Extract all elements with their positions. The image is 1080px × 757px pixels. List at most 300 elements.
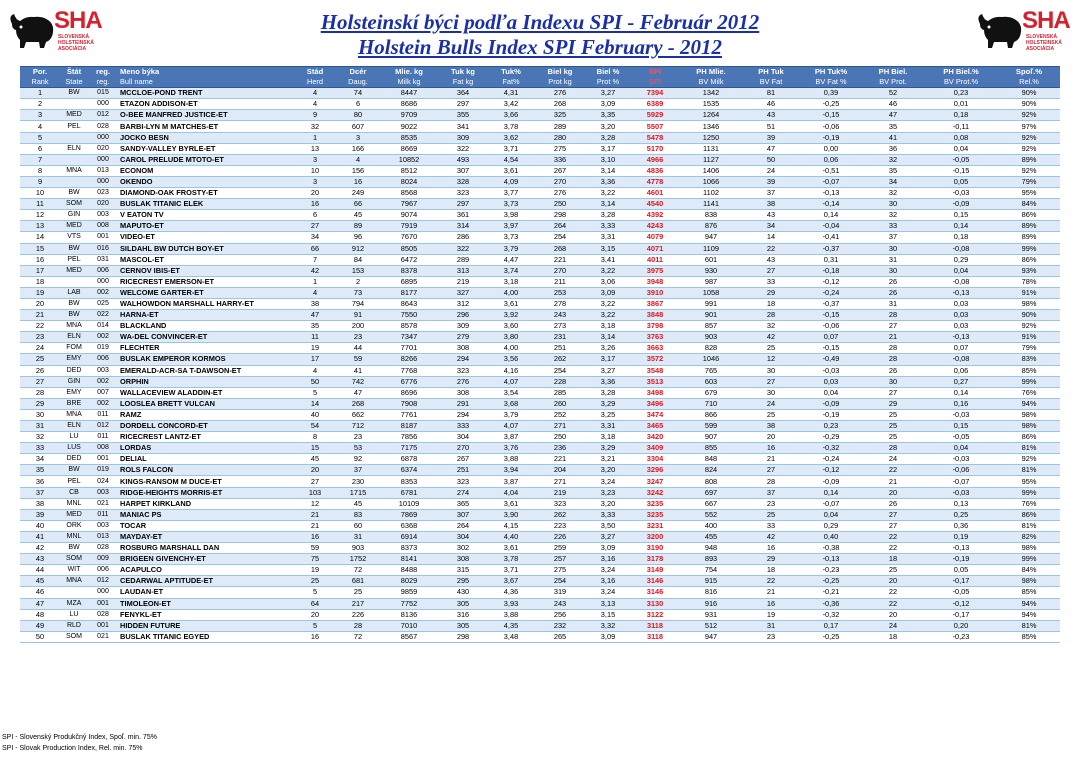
cell-rank: 44 [20, 565, 60, 576]
cell-fat-pct: 3,60 [488, 321, 534, 332]
cell-fat-pct: 3,18 [488, 276, 534, 287]
header-bv-milk: PH Mlie. [680, 67, 742, 78]
page-titles [0, 7, 1080, 60]
cell-herd: 45 [294, 454, 336, 465]
cell-bv-fat-pct: -0,25 [800, 631, 862, 642]
cell-milk-kg: 7670 [380, 232, 438, 243]
cell-state: PEL [60, 476, 88, 487]
cell-fat-pct: 3,88 [488, 609, 534, 620]
cell-state: DED [60, 365, 88, 376]
cell-milk-kg: 8024 [380, 176, 438, 187]
cell-bv-prot-pct: -0,12 [924, 598, 998, 609]
table-row [20, 576, 1060, 587]
cell-bv-fat: 12 [742, 354, 800, 365]
cell-herd: 103 [294, 487, 336, 498]
cell-rel-pct: 99% [998, 487, 1060, 498]
cell-fat-pct: 3,77 [488, 188, 534, 199]
cell-daughters: 80 [336, 110, 380, 121]
cell-fat-kg: 314 [438, 221, 488, 232]
cell-milk-kg: 8141 [380, 554, 438, 565]
cell-reg: 012 [88, 421, 118, 432]
cell-fat-pct: 4,54 [488, 154, 534, 165]
cell-bv-fat-pct: -0,12 [800, 276, 862, 287]
cell-bv-fat-pct: -0,15 [800, 310, 862, 321]
cell-herd: 59 [294, 543, 336, 554]
cell-rel-pct: 92% [998, 454, 1060, 465]
cell-fat-pct: 3,61 [488, 498, 534, 509]
cell-rank: 23 [20, 332, 60, 343]
cell-state: GIN [60, 376, 88, 387]
header-rel-pct: Spoľ.% [998, 67, 1060, 78]
cell-daughters: 912 [336, 243, 380, 254]
cell-fat-kg: 307 [438, 165, 488, 176]
cell-bv-prot: 18 [862, 554, 924, 565]
cell-prot-pct: 3,20 [586, 121, 630, 132]
cell-state: BW [60, 243, 88, 254]
table-row [20, 409, 1060, 420]
cell-prot-pct: 3,50 [586, 520, 630, 531]
cell-state: CB [60, 487, 88, 498]
cell-reg: 007 [88, 387, 118, 398]
cell-bv-prot-pct: 0,14 [924, 387, 998, 398]
cell-bv-prot: 52 [862, 88, 924, 99]
footnote-slovak: SPI - Slovenský Produkčný Index, Spoľ. min. 75% [2, 734, 157, 741]
cell-herd: 32 [294, 121, 336, 132]
cell-rank: 15 [20, 243, 60, 254]
cell-prot-kg: 325 [534, 110, 586, 121]
header-prot-pct: Biel % [586, 67, 630, 78]
cell-prot-kg: 323 [534, 498, 586, 509]
cell-herd: 54 [294, 421, 336, 432]
cell-spi: 4966 [630, 154, 680, 165]
cell-bv-milk: 948 [680, 543, 742, 554]
cell-herd: 20 [294, 609, 336, 620]
cell-prot-pct: 3,31 [586, 232, 630, 243]
cell-prot-pct: 3,28 [586, 387, 630, 398]
header-bv-fat-pct: BV Fat % [800, 77, 862, 88]
cell-rank: 12 [20, 210, 60, 221]
cell-bv-fat: 16 [742, 443, 800, 454]
cell-bv-prot-pct: -0,03 [924, 188, 998, 199]
cell-fat-kg: 328 [438, 176, 488, 187]
cell-rel-pct: 92% [998, 321, 1060, 332]
cell-bv-prot-pct: -0,03 [924, 454, 998, 465]
cell-bv-prot: 26 [862, 287, 924, 298]
cell-bv-prot-pct: 0,05 [924, 176, 998, 187]
cell-fat-kg: 304 [438, 531, 488, 542]
cell-bv-fat: 31 [742, 620, 800, 631]
table-row [20, 365, 1060, 376]
cell-bv-prot: 22 [862, 598, 924, 609]
cell-bv-fat-pct: 0,29 [800, 520, 862, 531]
cell-milk-kg: 10109 [380, 498, 438, 509]
cell-prot-pct: 3,20 [586, 465, 630, 476]
cell-spi: 3663 [630, 343, 680, 354]
cell-bull-name: DORDELL CONCORD-ET [118, 421, 294, 432]
cell-bv-prot: 28 [862, 354, 924, 365]
cell-bv-prot-pct: -0,13 [924, 332, 998, 343]
cell-reg: 001 [88, 620, 118, 631]
cell-reg: 011 [88, 432, 118, 443]
cell-prot-pct: 3,09 [586, 287, 630, 298]
cell-bv-fat-pct: -0,32 [800, 609, 862, 620]
cell-prot-kg: 265 [534, 631, 586, 642]
cell-reg: 013 [88, 531, 118, 542]
cell-daughters: 16 [336, 176, 380, 187]
cell-bv-fat-pct: -0,38 [800, 543, 862, 554]
cell-prot-pct: 3,22 [586, 310, 630, 321]
cell-bv-prot-pct: -0,17 [924, 576, 998, 587]
cell-bv-milk: 848 [680, 454, 742, 465]
cell-daughters: 72 [336, 631, 380, 642]
header-spi: SPI [630, 67, 680, 78]
cell-rank: 34 [20, 454, 60, 465]
cell-herd: 5 [294, 620, 336, 631]
title-english: Holstein Bulls Index SPI February - 2012 [357, 35, 723, 59]
cell-bull-name: OKENDO [118, 176, 294, 187]
cell-fat-pct: 4,36 [488, 587, 534, 598]
cell-prot-pct: 3,35 [586, 110, 630, 121]
cell-bv-prot-pct: 0,06 [924, 365, 998, 376]
cell-bv-fat: 33 [742, 276, 800, 287]
table-row [20, 154, 1060, 165]
cell-bv-milk: 1058 [680, 287, 742, 298]
cell-milk-kg: 6776 [380, 376, 438, 387]
cell-rank: 5 [20, 132, 60, 143]
cell-reg: 022 [88, 310, 118, 321]
cell-spi: 3247 [630, 476, 680, 487]
cell-bv-prot: 30 [862, 243, 924, 254]
cell-rank: 4 [20, 121, 60, 132]
table-body [20, 88, 1060, 643]
cell-reg: 001 [88, 454, 118, 465]
table-row [20, 376, 1060, 387]
cell-bv-fat-pct: -0,07 [800, 176, 862, 187]
cell-rel-pct: 81% [998, 620, 1060, 631]
cell-state: LAB [60, 287, 88, 298]
header-bv-fat: BV Fat [742, 77, 800, 88]
cell-rank: 45 [20, 576, 60, 587]
cell-herd: 21 [294, 520, 336, 531]
cell-bv-milk: 838 [680, 210, 742, 221]
cell-state: DED [60, 454, 88, 465]
cell-prot-kg: 257 [534, 554, 586, 565]
cell-bull-name: FLECHTER [118, 343, 294, 354]
cell-milk-kg: 7768 [380, 365, 438, 376]
cell-prot-kg: 250 [534, 199, 586, 210]
cell-prot-kg: 336 [534, 154, 586, 165]
cell-milk-kg: 8578 [380, 321, 438, 332]
cell-milk-kg: 7010 [380, 620, 438, 631]
cell-bv-prot-pct: -0,07 [924, 476, 998, 487]
cell-bv-prot-pct: 0,07 [924, 343, 998, 354]
cell-bv-fat: 24 [742, 165, 800, 176]
header-bv-prot-pct: BV Prot.% [924, 77, 998, 88]
header-daughters: Dcér [336, 67, 380, 78]
table-row [20, 321, 1060, 332]
cell-milk-kg: 6374 [380, 465, 438, 476]
cell-reg: 014 [88, 321, 118, 332]
cell-rank: 38 [20, 498, 60, 509]
cell-bv-prot-pct: -0,13 [924, 543, 998, 554]
cell-reg: 020 [88, 199, 118, 210]
cell-milk-kg: 8512 [380, 165, 438, 176]
cell-bv-milk: 931 [680, 609, 742, 620]
cell-rel-pct: 78% [998, 276, 1060, 287]
cell-rel-pct: 79% [998, 343, 1060, 354]
cell-reg: 021 [88, 498, 118, 509]
table-row [20, 199, 1060, 210]
cell-bv-fat: 47 [742, 143, 800, 154]
cell-milk-kg: 7752 [380, 598, 438, 609]
cell-fat-pct: 3,80 [488, 332, 534, 343]
table-row [20, 620, 1060, 631]
cell-state: VTS [60, 232, 88, 243]
header-daughters: Daug. [336, 77, 380, 88]
cell-bv-prot: 24 [862, 454, 924, 465]
cell-fat-kg: 309 [438, 321, 488, 332]
cell-bv-milk: 1250 [680, 132, 742, 143]
cell-rank: 17 [20, 265, 60, 276]
cell-prot-pct: 3,10 [586, 154, 630, 165]
cell-fat-pct: 3,42 [488, 99, 534, 110]
cell-fat-kg: 219 [438, 276, 488, 287]
cell-spi: 4079 [630, 232, 680, 243]
cell-bv-fat: 28 [742, 476, 800, 487]
logo-subtitle: SLOVENSKÁ HOLSTEINSKÁ ASOCIÁCIA [58, 34, 94, 52]
cell-bv-prot: 26 [862, 498, 924, 509]
cell-bv-fat: 43 [742, 110, 800, 121]
cell-bv-fat: 25 [742, 509, 800, 520]
cell-rank: 3 [20, 110, 60, 121]
cell-daughters: 226 [336, 609, 380, 620]
cell-bull-name: LAUDAN-ET [118, 587, 294, 598]
cell-bv-fat-pct: -0,04 [800, 221, 862, 232]
table-row [20, 143, 1060, 154]
cell-rank: 30 [20, 409, 60, 420]
cell-fat-kg: 251 [438, 465, 488, 476]
cell-fat-pct: 4,07 [488, 376, 534, 387]
cell-bv-milk: 1046 [680, 354, 742, 365]
cell-reg: 015 [88, 88, 118, 99]
cell-rel-pct: 99% [998, 376, 1060, 387]
cell-daughters: 73 [336, 287, 380, 298]
cell-bv-fat: 19 [742, 609, 800, 620]
cell-bv-milk: 930 [680, 265, 742, 276]
cell-fat-pct: 3,78 [488, 121, 534, 132]
cell-fat-kg: 294 [438, 354, 488, 365]
table-row [20, 609, 1060, 620]
cell-bv-prot: 34 [862, 176, 924, 187]
table-row [20, 432, 1060, 443]
cell-prot-kg: 275 [534, 143, 586, 154]
cell-bv-fat-pct: -0,37 [800, 298, 862, 309]
cell-milk-kg: 8029 [380, 576, 438, 587]
cell-fat-pct: 3,54 [488, 387, 534, 398]
cell-rank: 11 [20, 199, 60, 210]
cell-prot-pct: 3,32 [586, 620, 630, 631]
cell-spi: 3420 [630, 432, 680, 443]
table-row [20, 287, 1060, 298]
cell-spi: 7394 [630, 88, 680, 99]
cell-reg: 016 [88, 243, 118, 254]
header-prot-pct: Prot % [586, 77, 630, 88]
cell-prot-kg: 254 [534, 365, 586, 376]
cell-bull-name: LOOSLEA BRETT VULCAN [118, 398, 294, 409]
cell-spi: 3242 [630, 487, 680, 498]
cell-fat-kg: 323 [438, 365, 488, 376]
cell-rank: 25 [20, 354, 60, 365]
cell-prot-pct: 3,09 [586, 631, 630, 642]
cell-bv-fat-pct: -0,09 [800, 476, 862, 487]
cell-reg: 002 [88, 332, 118, 343]
cell-bv-prot-pct: 0,15 [924, 210, 998, 221]
cell-milk-kg: 8535 [380, 132, 438, 143]
cell-fat-kg: 361 [438, 210, 488, 221]
cell-reg: 000 [88, 176, 118, 187]
cell-rel-pct: 86% [998, 509, 1060, 520]
cell-bv-fat: 29 [742, 287, 800, 298]
cell-bv-prot: 21 [862, 476, 924, 487]
cell-rank: 8 [20, 165, 60, 176]
cell-bv-prot-pct: 0,03 [924, 298, 998, 309]
cell-fat-kg: 296 [438, 310, 488, 321]
cell-milk-kg: 8177 [380, 287, 438, 298]
cell-bull-name: WALHOWDON MARSHALL HARRY-ET [118, 298, 294, 309]
cell-daughters: 91 [336, 310, 380, 321]
cell-state: BW [60, 465, 88, 476]
cell-herd: 66 [294, 243, 336, 254]
cell-spi: 3496 [630, 398, 680, 409]
cell-bv-prot: 30 [862, 376, 924, 387]
cell-prot-pct: 3,27 [586, 531, 630, 542]
cell-state: BRE [60, 398, 88, 409]
cell-bv-prot-pct: -0,11 [924, 121, 998, 132]
cell-bv-fat-pct: -0,09 [800, 398, 862, 409]
cell-rel-pct: 89% [998, 154, 1060, 165]
header-bull-name: Bull name [118, 77, 294, 88]
cell-daughters: 37 [336, 465, 380, 476]
cell-fat-pct: 4,07 [488, 421, 534, 432]
cell-bull-name: DIAMOND-OAK FROSTY-ET [118, 188, 294, 199]
cell-reg: 000 [88, 132, 118, 143]
table-row [20, 265, 1060, 276]
cell-milk-kg: 7175 [380, 443, 438, 454]
cell-fat-pct: 4,35 [488, 620, 534, 631]
cell-prot-pct: 3,25 [586, 409, 630, 420]
cell-spi: 3146 [630, 587, 680, 598]
cell-fat-kg: 270 [438, 443, 488, 454]
cell-fat-pct: 3,97 [488, 221, 534, 232]
cell-prot-kg: 262 [534, 509, 586, 520]
cell-rank: 50 [20, 631, 60, 642]
table-row [20, 443, 1060, 454]
cell-rel-pct: 86% [998, 254, 1060, 265]
table-row [20, 243, 1060, 254]
cell-prot-kg: 271 [534, 421, 586, 432]
cell-fat-kg: 305 [438, 620, 488, 631]
cell-bv-prot: 30 [862, 265, 924, 276]
cell-bv-fat-pct: -0,51 [800, 165, 862, 176]
cell-daughters: 249 [336, 188, 380, 199]
cell-bull-name: MAPUTO-ET [118, 221, 294, 232]
cell-milk-kg: 7347 [380, 332, 438, 343]
cell-bull-name: BARBI-LYN M MATCHES-ET [118, 121, 294, 132]
cell-state: MED [60, 265, 88, 276]
cell-bv-milk: 1264 [680, 110, 742, 121]
table-row [20, 99, 1060, 110]
cell-rel-pct: 90% [998, 88, 1060, 99]
cell-daughters: 47 [336, 387, 380, 398]
cell-daughters: 28 [336, 620, 380, 631]
cell-fat-pct: 3,76 [488, 443, 534, 454]
cell-prot-pct: 3,17 [586, 143, 630, 154]
cell-milk-kg: 8567 [380, 631, 438, 642]
cell-daughters: 166 [336, 143, 380, 154]
cell-bv-prot-pct: 0,14 [924, 221, 998, 232]
cell-bull-name: RIDGE-HEIGHTS MORRIS-ET [118, 487, 294, 498]
header-bv-milk: BV Milk [680, 77, 742, 88]
cell-bull-name: BRIGEEN GIVENCHY-ET [118, 554, 294, 565]
cell-prot-pct: 3,28 [586, 210, 630, 221]
cell-milk-kg: 9709 [380, 110, 438, 121]
cell-bv-prot-pct: -0,09 [924, 199, 998, 210]
cell-bull-name: RICECREST LANTZ-ET [118, 432, 294, 443]
cell-reg: 002 [88, 398, 118, 409]
cell-rank: 1 [20, 88, 60, 99]
cell-spi: 5507 [630, 121, 680, 132]
table-row [20, 176, 1060, 187]
cell-bv-prot: 24 [862, 620, 924, 631]
cell-fat-pct: 3,74 [488, 265, 534, 276]
cell-bv-fat: 16 [742, 598, 800, 609]
cell-bv-fat-pct: -0,37 [800, 243, 862, 254]
header-bv-prot: PH Biel. [862, 67, 924, 78]
cell-bv-fat: 39 [742, 176, 800, 187]
cell-bv-prot: 35 [862, 165, 924, 176]
cell-rel-pct: 85% [998, 631, 1060, 642]
cell-fat-kg: 323 [438, 188, 488, 199]
cell-rel-pct: 99% [998, 243, 1060, 254]
cell-fat-pct: 3,67 [488, 576, 534, 587]
cell-rank: 31 [20, 421, 60, 432]
cell-bv-prot: 21 [862, 332, 924, 343]
cell-spi: 4778 [630, 176, 680, 187]
cell-prot-kg: 267 [534, 165, 586, 176]
cell-bull-name: FENYKL-ET [118, 609, 294, 620]
cell-bv-fat: 18 [742, 298, 800, 309]
cell-bv-prot-pct: -0,05 [924, 587, 998, 598]
cell-state: RLD [60, 620, 88, 631]
cell-state: EMY [60, 354, 88, 365]
cell-bull-name: VIDEO-ET [118, 232, 294, 243]
cell-prot-pct: 3,29 [586, 443, 630, 454]
cell-spi: 6389 [630, 99, 680, 110]
cell-fat-pct: 4,04 [488, 487, 534, 498]
cell-prot-pct: 3,33 [586, 221, 630, 232]
cell-bull-name: KINGS-RANSOM M DUCE-ET [118, 476, 294, 487]
header-row-english [20, 77, 1060, 88]
cell-bv-prot-pct: 0,18 [924, 232, 998, 243]
cell-bv-fat: 27 [742, 376, 800, 387]
cell-prot-pct: 3,13 [586, 598, 630, 609]
cell-fat-pct: 3,87 [488, 476, 534, 487]
cell-herd: 17 [294, 354, 336, 365]
cell-rel-pct: 91% [998, 287, 1060, 298]
cell-bv-milk: 1102 [680, 188, 742, 199]
cell-fat-pct: 3,68 [488, 398, 534, 409]
cell-herd: 5 [294, 387, 336, 398]
